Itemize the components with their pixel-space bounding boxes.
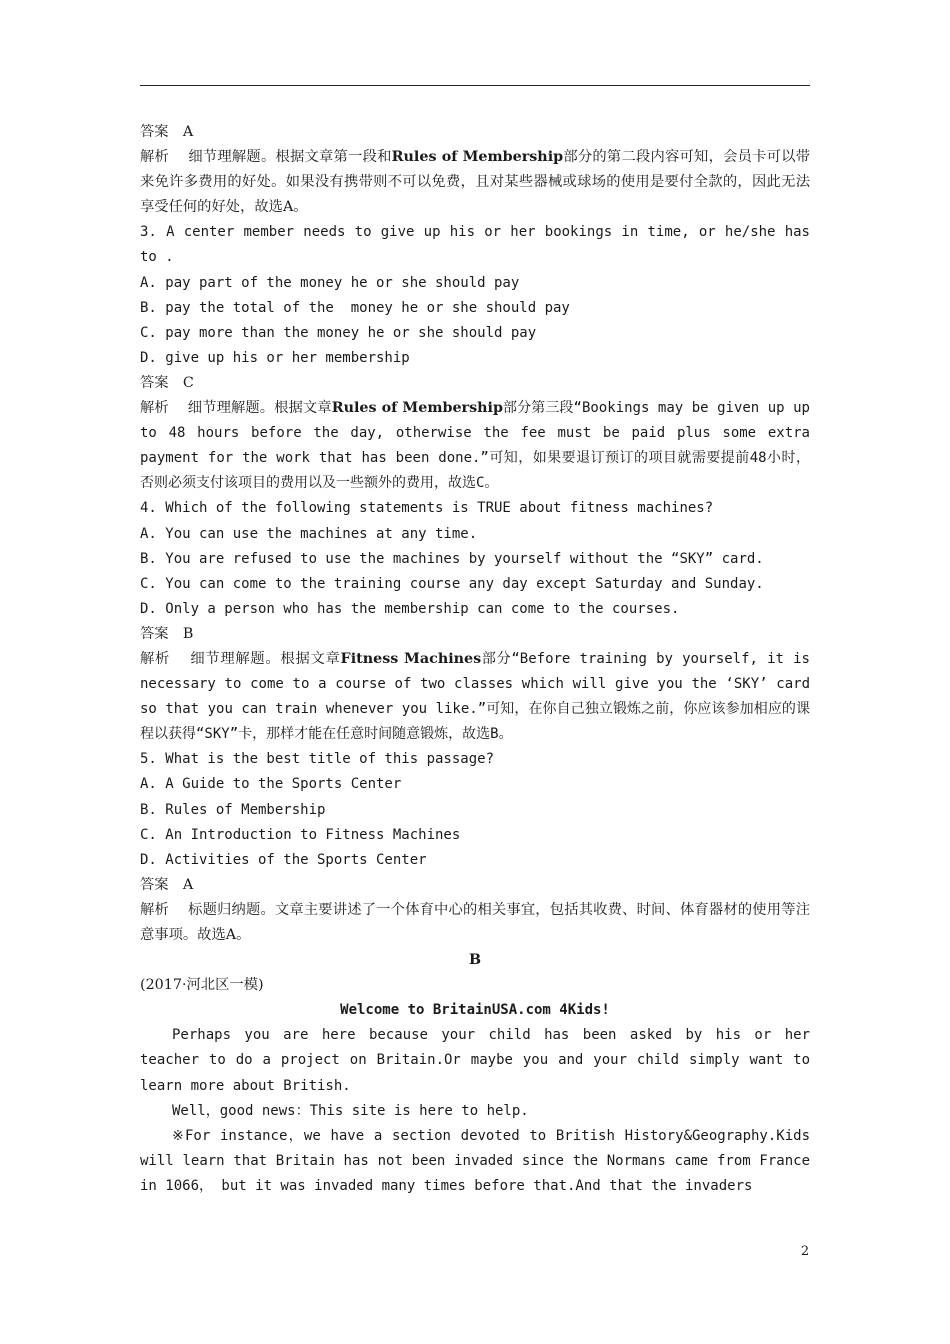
q3-option-b: B. pay the total of the money he or she should pay	[140, 299, 570, 316]
passage-title: Welcome to BritainUSA.com 4Kids!	[340, 1002, 610, 1019]
q4-option-c: C. You can come to the training course any day except Saturday and Sunday.	[140, 575, 764, 592]
q5-option-b: B. Rules of Membership	[140, 801, 326, 818]
passage-paragraph-2: Well，good news：This site is here to help.	[172, 1102, 529, 1119]
q2-analysis	[140, 145, 810, 220]
source-note: (2017·河北区一模)	[140, 977, 264, 994]
section-letter: B	[468, 952, 482, 969]
q2-analysis-lead: 解析 细节理解题。根据文章第一段和	[140, 149, 392, 166]
q4-option-b: B. You are refused to use the machines by yourself without the “SKY” card.	[140, 550, 764, 567]
q4-stem: 4. Which of the following statements is TRUE about fitness machines?	[140, 500, 714, 517]
q3-option-a: A. pay part of the money he or she should pay	[140, 274, 520, 291]
q5-option-c: C. An Introduction to Fitness Machines	[140, 826, 461, 843]
q4-analysis-tail: 部分“Before training by yourself, it is necessary to come to a course of two classes which will give you the ‘SKY’ card so that you can train whenever you like.”可知，在你自己独立锻炼之前，你应该参加相应的课程以获得“SKY”卡，那样才能在任意时间随意锻炼，故选B。	[140, 650, 810, 743]
passage-paragraph-3: ※For instance，we have a section devoted to British History&Geography.Kids will learn that Britain has not been invaded since the Normans came from France in 1066， but it was invaded many times before that.And that the invaders	[140, 1127, 810, 1194]
q2-analysis-bold: Rules of Membership	[391, 149, 564, 166]
q3-analysis-bold: Rules of Membership	[331, 400, 503, 417]
header-rule	[140, 85, 810, 86]
passage-paragraph-1: Perhaps you are here because your child has been asked by his or her teacher to do a project on Britain.Or maybe you and your child simply want to learn more about British.	[140, 1027, 810, 1094]
q4-answer: 答案 B	[140, 625, 194, 642]
document-body	[140, 120, 810, 1199]
page-number: 2	[800, 1244, 810, 1259]
q5-option-a: A. A Guide to the Sports Center	[140, 776, 402, 793]
q3-option-d: D. give up his or her membership	[140, 349, 410, 366]
q4-option-a: A. You can use the machines at any time.	[140, 525, 478, 542]
q2-analysis-tail: 部分的第二段内容可知，会员卡可以带来免许多费用的好处。如果没有携带则不可以免费，且对某些器械或球场的使用是要付全款的，因此无法享受任何的好处，故选A。	[140, 149, 811, 216]
q4-analysis	[140, 647, 810, 747]
q3-analysis-tail: 部分第三段“Bookings may be given up up to 48 hours before the day, otherwise the fee must be paid plus some extra payment for the work that has been done.”可知，如果要退订预订的项目就需要提前48小时，否则必须支付该项目的费用以及一些额外的费用，故选C。	[140, 400, 810, 492]
q3-analysis-lead: 解析 细节理解题。根据文章	[140, 400, 332, 417]
q3-stem: 3. A center member needs to give up his or her bookings in time, or he/she has to .	[140, 224, 810, 266]
q4-analysis-lead: 解析 细节理解题。根据文章	[140, 650, 341, 667]
q5-stem: 5. What is the best title of this passage?	[140, 751, 495, 768]
q3-answer: 答案 C	[140, 374, 194, 391]
q4-analysis-bold: Fitness Machines	[340, 650, 482, 667]
q2-answer: 答案 A	[140, 124, 194, 140]
q3-option-c: C. pay more than the money he or she should pay	[140, 324, 537, 341]
q5-option-d: D. Activities of the Sports Center	[140, 851, 427, 868]
q5-analysis: 解析 标题归纳题。文章主要讲述了一个体育中心的相关事宜，包括其收费、时间、体育器材的使用等注意事项。故选A。	[140, 901, 810, 943]
q4-option-d: D. Only a person who has the membership can come to the courses.	[140, 600, 680, 617]
q3-analysis	[140, 396, 810, 496]
q5-answer: 答案 A	[140, 876, 194, 893]
